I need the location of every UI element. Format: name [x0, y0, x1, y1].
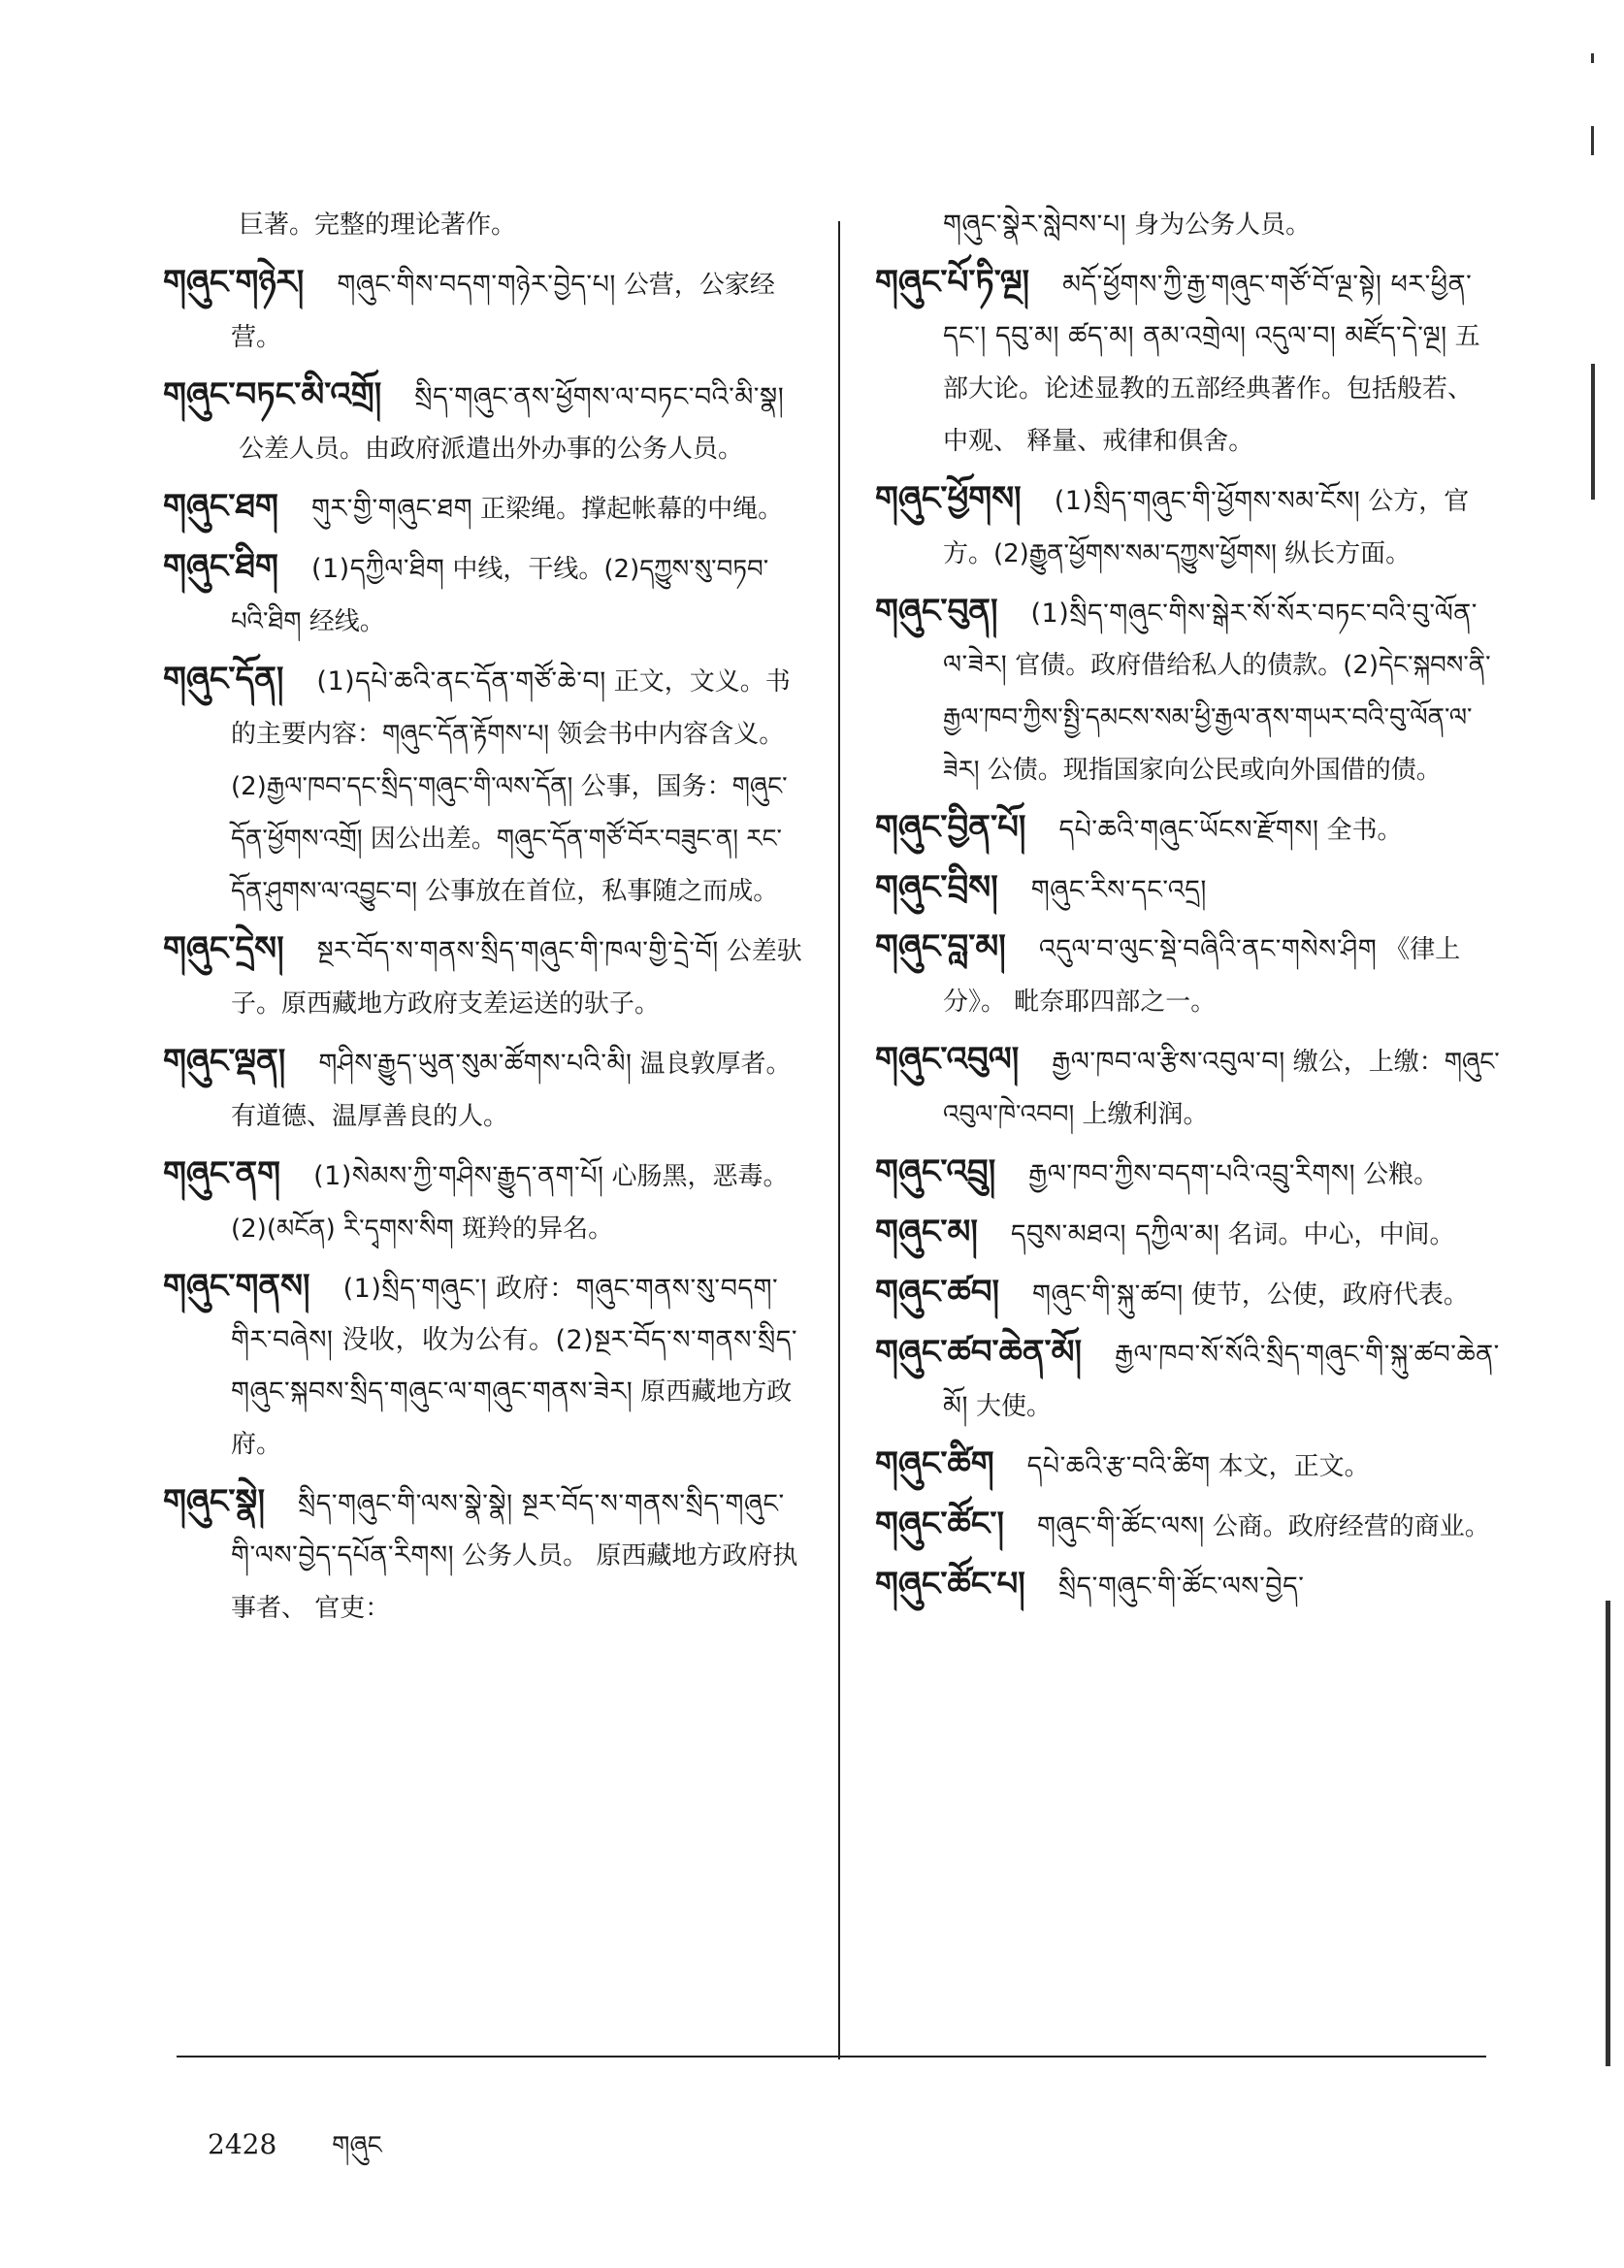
dictionary-entry: [163, 654, 805, 918]
running-head: གཞུང: [332, 2131, 382, 2160]
entry-tibetan-definition: སྔར་བོད་ས་གནས་སྲིད་གཞུང་གི་ཁལ་གྱི་དྲེ་བོ།: [316, 936, 719, 966]
scan-edge-mark: [1591, 364, 1595, 500]
dictionary-entry: [875, 1439, 1501, 1493]
entry-tibetan-definition: གུར་གྱི་གཞུང་ཐག: [310, 494, 473, 524]
dictionary-entry: [163, 923, 805, 1030]
entry-headword: གཞུང་བུན།: [875, 592, 998, 631]
entry-tibetan-definition: (1)སེམས་ཀྱི་གཤིས་རྒྱུད་ནག་པོ།: [313, 1161, 604, 1191]
page-footer: [208, 2118, 382, 2188]
dictionary-entry: [875, 1034, 1501, 1141]
entry-chinese-gloss: 公营，公家经营。: [231, 271, 775, 352]
entry-tibetan-definition: དཔེ་ཆའི་གཞུང་ཡོངས་རྫོགས།: [1058, 815, 1319, 845]
entry-headword: གཞུང་ཚབ་ཆེན་མོ།: [875, 1333, 1083, 1372]
entry-headword: གཞུང་ཚིག: [875, 1444, 994, 1483]
entry-chinese-gloss: 巨著。完整的理论著作。: [239, 211, 517, 240]
dictionary-entry: [875, 586, 1501, 796]
entry-headword: གཞུང་གཉེར།: [163, 263, 305, 302]
entry-chinese-gloss: 公务人员。 原西藏地方政府执事者、 官吏：: [231, 1541, 798, 1623]
dictionary-entry: [875, 1207, 1501, 1261]
entry-chinese-gloss: 《律上分》。 毗奈耶四部之一。: [943, 935, 1461, 1017]
dictionary-entry: [875, 802, 1501, 857]
entry-tibetan-definition: དཔེ་ཆའི་རྩ་བའི་ཚིག: [1026, 1451, 1211, 1481]
entry-tibetan-definition: སྲིད་གཞུང་གི་ལས་སྣེ་སྣེ། སྔར་བོད་ས་གནས་སྲིད་གཞུང་གི་ལས་བྱེད་དཔོན་རིགས།: [231, 1489, 785, 1571]
entry-chinese-gloss: 公差驮子。原西藏地方政府支差运送的驮子。: [231, 937, 802, 1019]
entry-headword: གཞུང་ཚོང་།: [875, 1505, 1005, 1543]
right-column: [875, 199, 1501, 1618]
entry-chinese-gloss: 名词。中心，中间。: [1227, 1220, 1455, 1249]
entry-chinese-gloss: 公方，官方。(2)རྒྱུན་ཕྱོགས་སམ་དཀྱུས་ཕྱོགས། 纵长方面。: [943, 487, 1470, 568]
entry-headword: གཞུང་འབྲུ།: [875, 1152, 996, 1191]
entry-chinese-gloss: 缴公，上缴：གཞུང་འབུལ་ཁེ་འབབ། 上缴利润。: [943, 1048, 1500, 1129]
entry-chinese-gloss: 身为公务人员。: [1134, 211, 1312, 240]
dictionary-entry: [163, 1476, 805, 1635]
entry-tibetan-definition: གཞུང་རིས་དང་འདྲ།: [1030, 875, 1207, 905]
entry-headword: གཞུང་ཐིག: [163, 547, 278, 586]
dictionary-entry: [875, 1267, 1501, 1321]
entry-tibetan-definition: གཤིས་རྒྱུད་ཡུན་སུམ་ཚོགས་པའི་མི།: [318, 1049, 633, 1079]
scan-edge-mark: [1606, 1601, 1610, 2066]
entry-headword: གཞུང་བྲིས།: [875, 868, 998, 907]
dictionary-entry: [163, 257, 805, 364]
entry-chinese-gloss: 公粮。: [1363, 1160, 1440, 1189]
entry-chinese-gloss: 公商。政府经营的商业。: [1212, 1512, 1490, 1541]
dictionary-entry: [875, 1327, 1501, 1433]
dictionary-entry: [163, 541, 805, 648]
entry-chinese-gloss: 五部大论。论述显教的五部经典著作。包括般若、 中观、 释量、戒律和俱舍。: [943, 322, 1480, 456]
entry-tibetan-definition: རྒྱལ་ཁབ་ཀྱིས་བདག་པའི་འབྲུ་རིགས།: [1028, 1159, 1356, 1189]
entry-tibetan-definition: གཞུང་གིས་བདག་གཉེར་བྱེད་པ།: [337, 270, 616, 300]
entry-tibetan-definition: (1)སྲིད་གཞུང་གི་ཕྱོགས་སམ་ངོས།: [1054, 486, 1361, 516]
entry-tibetan-definition: གཞུང་གི་སྐུ་ཚབ།: [1032, 1280, 1184, 1310]
left-column: [163, 199, 805, 1640]
dictionary-entry: [875, 1499, 1501, 1553]
entry-tibetan-definition: (1)དཀྱིལ་ཐིག: [310, 554, 445, 584]
entry-headword: གཞུང་ནག: [163, 1154, 281, 1193]
entry-headword: གཞུང་ཚོང་པ།: [875, 1565, 1025, 1604]
entry-headword: གཞུང་འབུལ།: [875, 1040, 1020, 1079]
entry-tibetan-definition: དབུས་མཐའ། དཀྱིལ་མ།: [1010, 1219, 1220, 1249]
entry-tibetan-definition: (1)སྲིད་གཞུང་གིས་སྒེར་སོ་སོར་བཏང་བའི་བུ་ལོན་ལ་ཟེར།: [943, 599, 1478, 680]
entry-tibetan-definition: རྒྱལ་ཁབ་སོ་སོའི་སྲིད་གཞུང་གི་སྐུ་ཚབ་ཆེན་མོ།: [943, 1340, 1500, 1421]
footer-rule: [177, 2056, 1486, 2057]
entry-chinese-gloss: 温良敦厚者。有道德、温厚善良的人。: [231, 1050, 792, 1131]
entry-tibetan-definition: སྲིད་གཞུང་གི་ཚོང་ལས་བྱེད་: [1057, 1571, 1305, 1602]
entry-tibetan-definition: རྒྱལ་ཁབ་ལ་རྩིས་འབུལ་བ།: [1052, 1047, 1285, 1077]
dictionary-entry: [875, 199, 1501, 251]
entry-chinese-gloss: 公差人员。由政府派遣出外办事的公务人员。: [239, 435, 744, 464]
entry-headword: གཞུང་དོན།: [163, 660, 284, 698]
dictionary-entry: [163, 1261, 805, 1471]
scan-edge-mark: [1591, 53, 1594, 63]
entry-chinese-gloss: 全书。: [1326, 816, 1403, 845]
dictionary-entry: [163, 370, 805, 475]
dictionary-entry: [875, 1147, 1501, 1201]
entry-chinese-gloss: 大使。: [975, 1392, 1052, 1421]
dictionary-entry: [163, 1149, 805, 1255]
entry-chinese-gloss: 中线，干线。(2)དཀྱུས་སུ་བཏབ་པའི་ཐིག 经线。: [231, 555, 769, 636]
dictionary-entry: [875, 473, 1501, 580]
dictionary-entry: [875, 1559, 1501, 1612]
entry-headword: གཞུང་ཚབ།: [875, 1273, 1000, 1312]
entry-chinese-gloss: 原西藏地方政府。: [231, 1377, 793, 1459]
entry-headword: གཞུང་པོ་ཏི་ལྔ།: [875, 263, 1030, 302]
entry-headword: གཞུང་ཕྱོགས།: [875, 479, 1022, 518]
dictionary-entry: [163, 199, 805, 251]
entry-chinese-gloss: 使节，公使，政府代表。: [1190, 1280, 1469, 1310]
dictionary-entry: [875, 862, 1501, 916]
entry-tibetan-definition: གཞུང་སྣེར་སླེབས་པ།: [943, 210, 1127, 240]
entry-tibetan-definition: མདོ་ཕྱོགས་ཀྱི་རྒྱ་གཞུང་གཙོ་བོ་ལྔ་སྟེ། ཕར་ཕྱིན་དང་། དབུ་མ། ཚད་མ། ནམ་འགྲེལ། འདུལ་བ། མཛོད་དེ་ལྔ།: [943, 270, 1473, 351]
entry-headword: གཞུང་ལྡན།: [163, 1042, 286, 1081]
entry-tibetan-definition: གཞུང་གི་ཚོང་ལས།: [1037, 1511, 1205, 1541]
column-divider: [838, 221, 840, 2059]
entry-tibetan-definition: འདུལ་བ་ལུང་སྡེ་བཞིའི་ནང་གསེས་ཤིག: [1038, 934, 1378, 964]
entry-chinese-gloss: 正文，文义。书的主要内容：གཞུང་དོན་རྟོགས་པ། 领会书中内容含义。(2)རྒྱལ་ཁབ་དང་སྲིད་གཞུང་གི་ལས་དོན། 公事，国务：གཞུང་དོན་ཕྱོགས་འགྲོ། 因公出差。གཞུང་དོན་གཙོ་བོར་བཟུང་ན། རང་དོན་ཤུགས་ལ་འབྱུང་བ། 公事放在首位，私事随之而成。: [231, 667, 791, 906]
entry-chinese-gloss: 本文，正文。: [1218, 1452, 1370, 1481]
entry-headword: གཞུང་གནས།: [163, 1267, 310, 1306]
entry-headword: གཞུང་སྣེ།: [163, 1482, 265, 1521]
scan-edge-mark: [1591, 126, 1594, 155]
dictionary-entry: [875, 922, 1501, 1028]
dictionary-entry: [163, 1036, 805, 1143]
entry-chinese-gloss: 心肠黑，恶毒。(2)(མངོན) རི་དྭགས་སིག 斑羚的异名。: [231, 1162, 789, 1244]
dictionary-entry: [163, 481, 805, 535]
entry-headword: གཞུང་བཏང་མི་འགྲོ།: [163, 375, 382, 414]
dictionary-entry: [875, 257, 1501, 468]
entry-chinese-gloss: 正梁绳。撑起帐幕的中绳。: [480, 495, 784, 524]
entry-tibetan-definition: (1)དཔེ་ཆའི་ནང་དོན་གཙོ་ཆེ་བ།: [316, 666, 606, 697]
entry-headword: གཞུང་དྲེས།: [163, 929, 284, 968]
entry-tibetan-definition: སྲིད་གཞུང་ནས་ཕྱོགས་ལ་བཏང་བའི་མི་སྣ།: [414, 382, 785, 412]
entry-headword: གཞུང་བྱིན་པོ།: [875, 808, 1026, 847]
entry-headword: གཞུང་མ།: [875, 1213, 978, 1251]
entry-headword: གཞུང་བླ་མ།: [875, 927, 1006, 966]
page-number: 2428: [208, 2128, 277, 2160]
entry-headword: གཞུང་ཐག: [163, 487, 278, 526]
entry-chinese-gloss: 官债。政府借给私人的债款。(2)དེང་སྐབས་ནི་རྒྱལ་ཁབ་ཀྱིས་སྤྱི་དམངས་སམ་ཕྱི་རྒྱལ་ནས་གཡར་བའི་བུ་ལོན་ལ་ཟེར། 公债。现指国家向公民或向外国借的债。: [943, 651, 1491, 785]
entry-tibetan-definition: (1)སྲིད་གཞུང་། 政府：གཞུང་གནས་སུ་བདག་གིར་བཞེས། 没收，收为公有。(2)སྔར་བོད་ས་གནས་སྲིད་གཞུང་སྐབས་སྲིད་གཞུང་ལ་གཞུང་གནས་ཟེར།: [231, 1274, 798, 1407]
